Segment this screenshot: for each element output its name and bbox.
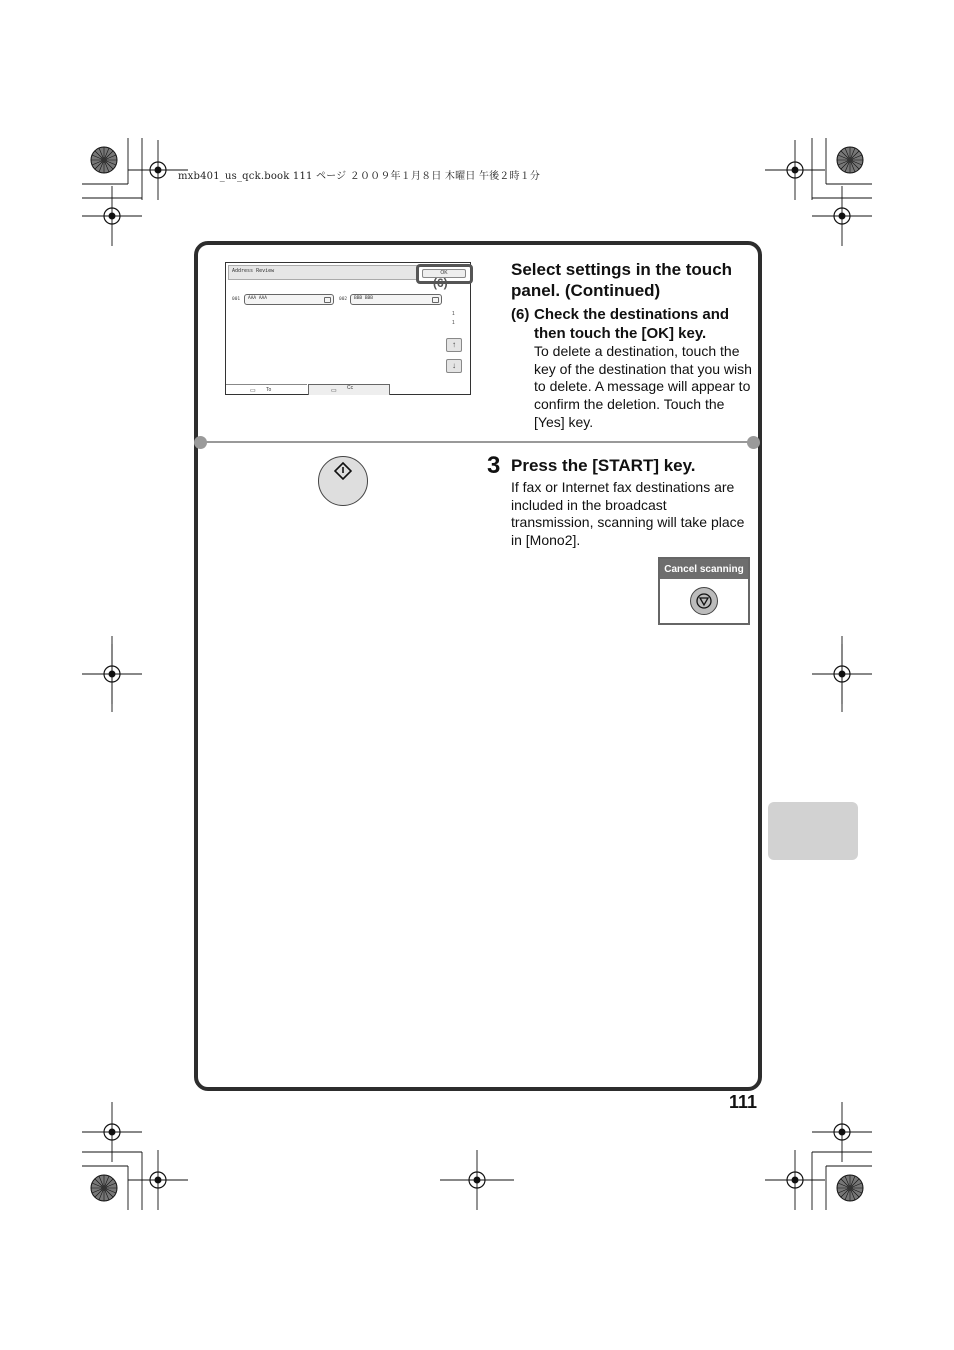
destination-number: 002 — [339, 297, 348, 302]
scroll-down-button[interactable] — [446, 359, 462, 373]
divider-dot-right — [747, 436, 760, 449]
substep-number: (6) — [511, 306, 530, 323]
step-number: 3 — [487, 452, 501, 479]
step-body: If fax or Internet fax destinations are included in the broadcast transmission, scanning will take place in [Mono2]. — [511, 479, 745, 549]
destination-name: AAA AAA — [248, 296, 267, 301]
page-current: 1 — [452, 311, 455, 317]
start-icon — [334, 462, 352, 480]
destination-key[interactable] — [244, 294, 334, 305]
destination-key[interactable] — [350, 294, 442, 305]
stop-icon — [696, 593, 712, 609]
cancel-scanning-label: Cancel scanning — [660, 559, 748, 579]
tab-to-label: To — [266, 387, 272, 393]
divider-dot-left — [194, 436, 207, 449]
substep-title: Check the destinations and then touch the [OK] key. — [534, 306, 730, 342]
panel-title-bar — [228, 265, 418, 280]
callout-label: (6) — [433, 276, 448, 290]
destination-name: BBB BBB — [354, 296, 373, 301]
destination-number: 001 — [232, 297, 241, 302]
tab-cc-label: Cc — [347, 385, 354, 391]
section-title: Select settings in the touch panel. (Continued) — [511, 260, 733, 300]
ok-key[interactable]: OK — [422, 269, 466, 278]
page-number: 111 — [728, 1092, 757, 1112]
fax-icon — [324, 297, 331, 303]
scroll-up-button[interactable] — [446, 338, 462, 352]
panel-title: Address Review — [232, 268, 275, 274]
tab-cc[interactable] — [308, 384, 390, 395]
chapter-side-tab — [768, 802, 858, 860]
tab-to[interactable] — [226, 384, 307, 395]
section-divider — [200, 441, 752, 443]
fax-icon — [432, 297, 439, 303]
arrow-down-icon: ↓ — [452, 361, 456, 370]
cancel-scanning-box — [658, 557, 750, 625]
arrow-up-icon: ↑ — [452, 340, 456, 349]
recipient-icon: ▭ — [331, 388, 337, 394]
stop-key-illustration — [690, 587, 718, 615]
recipient-icon: ▭ — [250, 388, 256, 394]
print-header: mxb401_us_qck.book 111 ページ ２００９年１月８日 木曜日 午後２時１分 — [178, 171, 541, 182]
substep-body: To delete a destination, touch the key of the destination that you wish to delete. A message will appear to confirm the deletion. Touch the [Yes] key. — [534, 343, 752, 430]
page-total: 1 — [452, 320, 455, 326]
step-title: Press the [START] key. — [511, 456, 696, 475]
start-key-illustration — [318, 456, 368, 506]
